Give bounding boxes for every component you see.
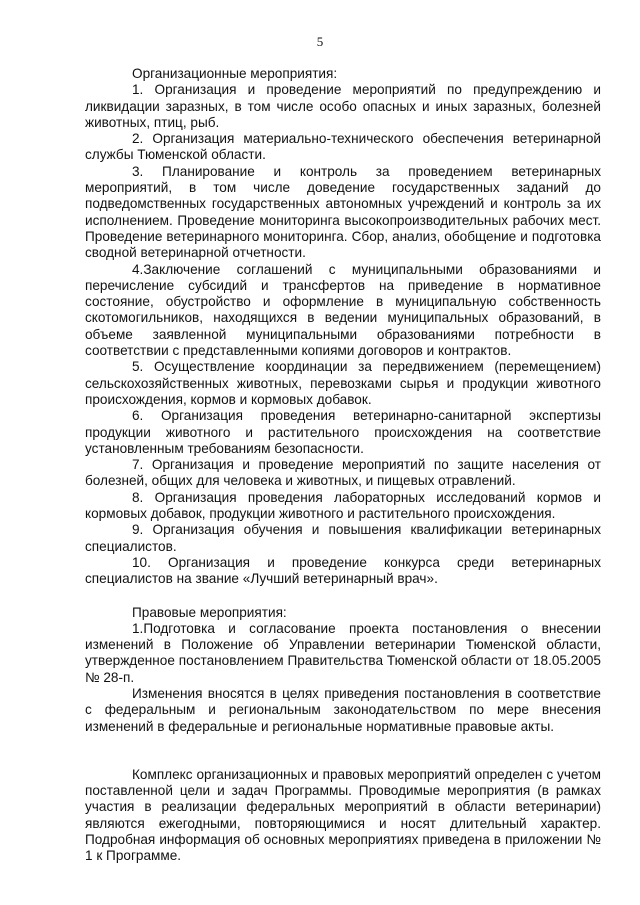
organizational-item: 9. Организация обучения и повышения квалификации ветеринарных специалистов. bbox=[85, 522, 601, 554]
page-number: 5 bbox=[316, 34, 324, 49]
organizational-item: 8. Организация проведения лабораторных исследований кормов и кормовых добавок, продукции животного и растительного происхождения. bbox=[85, 489, 601, 522]
organizational-item: 1. Организация и проведение мероприятий по предупреждению и ликвидации заразных, в том числе особо опасных и иных заразных, болезней животных, птиц, рыб. bbox=[85, 82, 601, 130]
legal-item: 1.Подготовка и согласование проекта постановления о внесении изменений в Положение об Управлении ветеринарии Тюменской области, утвержденное постановлением Правительства Тюменской области от 18.05.2005 № 28-п. bbox=[85, 620, 601, 685]
organizational-item: 4.Заключение соглашений с муниципальными образованиями и перечисление субсидий и трансфертов на приведение в нормативное состояние, обустройство и оформление в муниципальную собственность скотомогильников, находящихся в ведении муниципальных образований, в объеме заявленной муниципальными образованиями потребности в соответствии с представленными копиями договоров и контрактов. bbox=[85, 261, 601, 359]
legal-heading: Правовые мероприятия: bbox=[132, 604, 287, 620]
organizational-item: 2. Организация материально-технического обеспечения ветеринарной службы Тюменской области. bbox=[85, 131, 601, 163]
conclusion-paragraph: Комплекс организационных и правовых мероприятий определен с учетом поставленной цели и задач Программы. Проводимые мероприятия (в рамках участия в реализации федеральных мероприятий в области ветеринарии) являются ежегодными, повторяющимися и носят длительный характер. Подробная информация об основных мероприятиях приведена в приложении № 1 к Программе. bbox=[85, 766, 601, 864]
legal-item: Изменения вносятся в целях приведения постановления в соответствие с федеральным и региональным законодательством по мере внесения изменений в федеральные и региональные нормативные правовые акты. bbox=[85, 685, 601, 734]
section-spacer bbox=[85, 735, 601, 767]
organizational-item: 7. Организация и проведение мероприятий по защите населения от болезней, общих для человека и животных, и пищевых отравлений. bbox=[85, 457, 601, 489]
organizational-heading: Организационные мероприятия: bbox=[132, 66, 338, 81]
organizational-item: 10. Организация и проведение конкурса среди ветеринарных специалистов на звание «Лучший ветеринарный врач». bbox=[85, 554, 601, 587]
organizational-item: 3. Планирование и контроль за проведением ветеринарных мероприятий, в том числе доведение государственных заданий до подведомственных государственных автономных учреждений и контроль за их исполнением. Проведение мониторинга высокопроизводительных рабочих мест. Проведение ветеринарного мониторинга. Сбор, анализ, обобщение и подготовка сводной ветеринарной отчетности. bbox=[85, 163, 601, 261]
organizational-item: 5. Осуществление координации за передвижением (перемещением) сельскохозяйственных животных, перевозками сырья и продукции животного происхождения, кормов и кормовых добавок. bbox=[85, 359, 601, 407]
section-spacer bbox=[85, 588, 601, 605]
organizational-item: 6. Организация проведения ветеринарно-санитарной экспертизы продукции животного и растительного происхождения на соответствие установленным требованиям безопасности. bbox=[85, 408, 601, 456]
document-body bbox=[85, 66, 601, 865]
